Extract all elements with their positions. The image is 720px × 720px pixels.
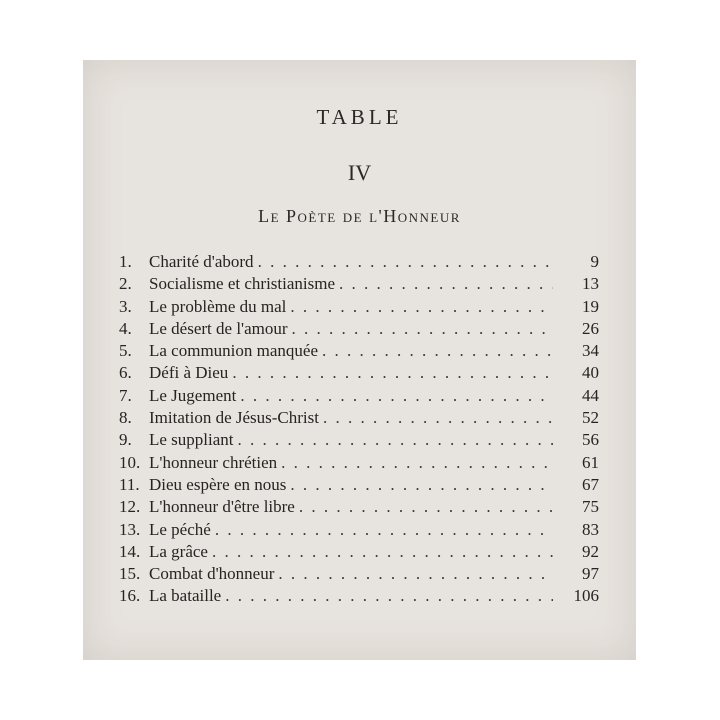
entry-title: Le suppliant <box>149 430 234 450</box>
entry-title: La bataille <box>149 586 222 606</box>
entry-page: 56 <box>582 430 599 450</box>
page-title: TABLE <box>316 105 403 129</box>
entry-number: 13. <box>119 519 141 539</box>
toc-entry <box>119 542 599 564</box>
entry-title: La grâce <box>149 541 208 561</box>
entry-number: 16. <box>119 586 141 606</box>
entry-page: 83 <box>582 519 599 539</box>
entry-title: Dieu espère en nous <box>149 474 287 494</box>
dot-leader <box>258 252 553 272</box>
toc-entry <box>119 274 599 296</box>
entry-number: 7. <box>119 385 132 405</box>
toc-entry <box>119 319 599 341</box>
entry-page: 67 <box>582 474 599 494</box>
entry-title: Le désert de l'amour <box>149 318 288 338</box>
entry-title: La communion manquée <box>149 341 319 361</box>
toc-entry <box>119 586 599 608</box>
entry-title: Imitation de Jésus-Christ <box>149 408 319 428</box>
dot-leader <box>299 497 553 517</box>
entry-page: 34 <box>582 341 599 361</box>
entry-page: 40 <box>582 363 599 383</box>
entry-number: 1. <box>119 252 132 271</box>
entry-page: 44 <box>582 385 599 405</box>
toc-entry <box>119 252 599 274</box>
entry-title: Le problème du mal <box>149 296 287 316</box>
entry-page: 106 <box>573 586 599 606</box>
entry-number: 4. <box>119 318 132 338</box>
entry-number: 8. <box>119 408 132 428</box>
dot-leader <box>322 341 553 361</box>
toc-entry <box>119 497 599 519</box>
dot-leader <box>339 274 553 294</box>
toc-entry <box>119 386 599 408</box>
toc-entry <box>119 297 599 319</box>
entry-page: 26 <box>582 318 599 338</box>
entry-number: 5. <box>119 341 132 361</box>
entry-number: 6. <box>119 363 132 383</box>
entry-number: 3. <box>119 296 132 316</box>
toc-entry <box>119 520 599 542</box>
dot-leader <box>240 386 553 406</box>
entry-page: 19 <box>582 296 599 316</box>
entry-number: 11. <box>119 474 140 494</box>
toc-entry <box>119 430 599 452</box>
dot-leader <box>232 363 553 383</box>
dot-leader <box>290 475 553 495</box>
entry-number: 12. <box>119 497 141 517</box>
entry-page: 13 <box>582 274 599 294</box>
toc-entry <box>119 475 599 497</box>
dot-leader <box>238 430 553 450</box>
entry-number: 9. <box>119 430 132 450</box>
table-of-contents <box>119 252 599 609</box>
dot-leader <box>278 564 553 584</box>
entry-page: 61 <box>582 452 599 472</box>
dot-leader <box>281 453 553 473</box>
entry-number: 10. <box>119 452 141 472</box>
entry-page: 75 <box>582 497 599 517</box>
entry-title: Le péché <box>149 519 211 539</box>
entry-number: 14. <box>119 541 141 561</box>
toc-entry <box>119 564 599 586</box>
dot-leader <box>290 297 553 317</box>
entry-number: 15. <box>119 564 141 584</box>
dot-leader <box>292 319 553 339</box>
entry-title: Charité d'abord <box>149 252 254 271</box>
toc-entry <box>119 341 599 363</box>
entry-title: L'honneur chrétien <box>149 452 278 472</box>
entry-title: L'honneur d'être libre <box>149 497 295 517</box>
section-title: Le Poète de l'Honneur <box>258 206 461 226</box>
toc-entry <box>119 363 599 385</box>
entry-number: 2. <box>119 274 132 294</box>
toc-entry <box>119 408 599 430</box>
dot-leader <box>212 542 553 562</box>
entry-title: Défi à Dieu <box>149 363 229 383</box>
entry-page: 52 <box>582 408 599 428</box>
entry-page: 9 <box>590 252 599 271</box>
dot-leader <box>225 586 553 606</box>
toc-entry <box>119 453 599 475</box>
book-page <box>83 60 636 660</box>
part-number: IV <box>347 160 372 185</box>
dot-leader <box>323 408 553 428</box>
entry-title: Le Jugement <box>149 385 237 405</box>
entry-title: Socialisme et christianisme <box>149 274 336 294</box>
entry-page: 92 <box>582 541 599 561</box>
entry-title: Combat d'honneur <box>149 564 275 584</box>
entry-page: 97 <box>582 564 599 584</box>
dot-leader <box>215 520 553 540</box>
